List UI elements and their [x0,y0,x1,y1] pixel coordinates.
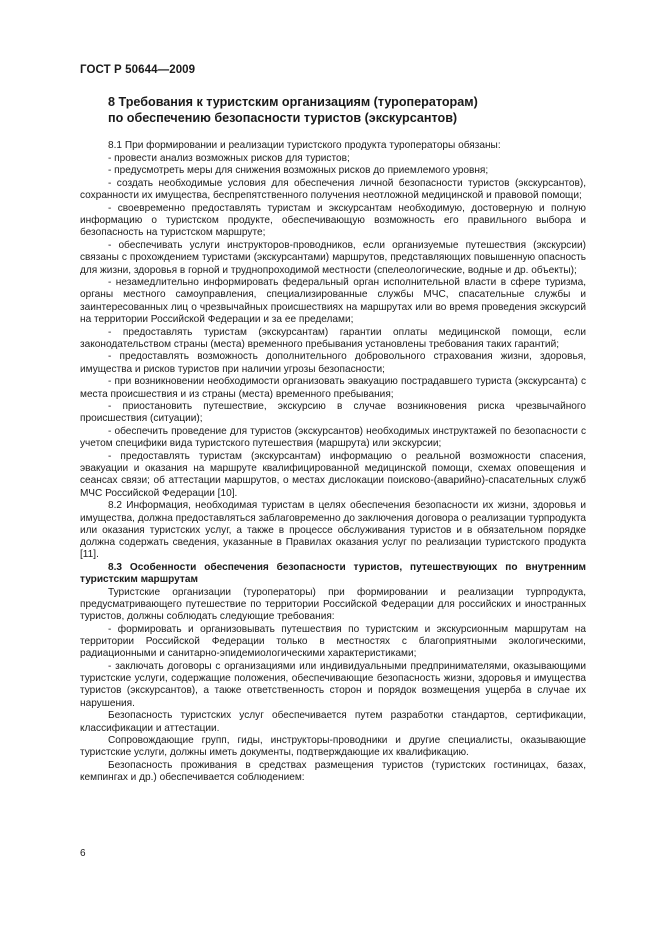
paragraph: Безопасность туристских услуг обеспечивается путем разработки стандартов, сертификации, классификации и аттестации. [80,710,586,734]
paragraph: 8.2 Информация, необходимая туристам в целях обеспечения безопасности их жизни, здоровья и имущества, должна предоставляться заблаговременно до заключения договора о реализации турпродукта или оказания туристских услуг, а также в процессе обслуживания туристов и в обязательном порядке должна содержать сведения, указанные в Правилах оказания услуг по реализации туристского продукта [11]. [80,500,586,561]
paragraph: Туристские организации (туроператоры) при формировании и реализации турпродукта, предусматривающего путешествие по территории Российской Федерации для российских и иностранных туристов, должны соблюдать следующие требования: [80,586,586,623]
subsection-heading: 8.3 Особенности обеспечения безопасности туристов, путешествующих по внутренним туристским маршрутам [80,561,586,586]
standard-header: ГОСТ Р 50644—2009 [80,64,196,76]
paragraph: - обеспечить проведение для туристов (экскурсантов) необходимых инструктажей по безопасности с учетом специфики вида туристского путешествия (маршрута) или экскурсии; [80,426,586,450]
paragraph: - провести анализ возможных рисков для туристов; [108,152,350,164]
section-title-line-1: 8 Требования к туристским организациям (туроператорам) [108,95,478,109]
paragraph: - предоставлять возможность дополнительного добровольного страхования жизни, здоровья, имущества и рисков туристов при наличии угрозы безопасности; [80,351,586,375]
paragraph: - незамедлительно информировать федеральный орган исполнительной власти в сфере туризма, органы местного самоуправления, специализированные службы МЧС, спасательные службы и заинтересованных лиц о чрезвычайных происшествиях на маршрутах или во время проведения экскурсий на территории Российской Федерации и за ее пределами; [80,277,586,325]
paragraph: - заключать договоры с организациями или индивидуальными предпринимателями, оказывающими туристские услуги, содержащие положения, обеспечивающие безопасность жизни, здоровья и имущества туристов (экскурсантов), а также ответственность сторон и порядок возмещения ущерба в случае их нарушения. [80,661,586,709]
paragraph: - приостановить путешествие, экскурсию в случае возникновения риска чрезвычайного происшествия (ситуации); [80,401,586,425]
paragraph: - своевременно предоставлять туристам и экскурсантам необходимую, достоверную и полную информацию о туристском продукте, обеспечивающую возможность его правильного выбора и безопасность на туристском маршруте; [80,203,586,239]
paragraph: - предоставлять туристам (экскурсантам) информацию о реальной возможности спасения, эвакуации и оказания на маршруте квалифицированной медицинской помощи, схемах оповещения и сеансах связи; об аттестации маршрутов, о местах дислокации поисково-(аварийно)-спасательных служб МЧС Российской Федерации [10]. [80,451,586,499]
paragraph: - при возникновении необходимости организовать эвакуацию пострадавшего туриста (экскурсанта) с места происшествия и из страны (места) временного пребывания; [80,376,586,400]
paragraph: - предоставлять туристам (экскурсантам) гарантии оплаты медицинской помощи, если законодательством страны (места) временного пребывания установлены требования таких гарантий; [80,326,586,350]
paragraph: - создать необходимые условия для обеспечения личной безопасности туристов (экскурсантов), сохранности их имущества, беспрепятственного получения неотложной медицинской и правовой помощи; [80,178,586,202]
paragraph: - предусмотреть меры для снижения возможных рисков до приемлемого уровня; [108,165,489,177]
document-body [80,140,586,785]
page-number: 6 [80,848,86,859]
paragraph: - формировать и организовывать путешествия по туристским и экскурсионным маршрутам на территории Российской Федерации только в местностях с благоприятными экологическими, радиационными и санитарно-эпидемиологическими характеристиками; [80,623,586,660]
section-title [108,94,588,126]
paragraph: 8.1 При формировании и реализации туристского продукта туроператоры обязаны: [108,140,501,151]
section-title-line-2: по обеспечению безопасности туристов (экскурсантов) [108,111,458,125]
paragraph: - обеспечивать услуги инструкторов-проводников, если организуемые путешествия (экскурсии) связаны с прохождением туристами (экскурсантами) маршрутов, представляющих повышенную опасность для жизни, здоровья в горной и труднопроходимой местности (спелеологические, водные и др. объекты); [80,240,586,276]
paragraph: Сопровождающие групп, гиды, инструкторы-проводники и другие специалисты, оказывающие туристские услуги, должны иметь документы, подтверждающие их квалификацию. [80,735,586,759]
paragraph: Безопасность проживания в средствах размещения туристов (туристских гостиницах, базах, кемпингах и др.) обеспечивается соблюдением: [80,760,586,784]
